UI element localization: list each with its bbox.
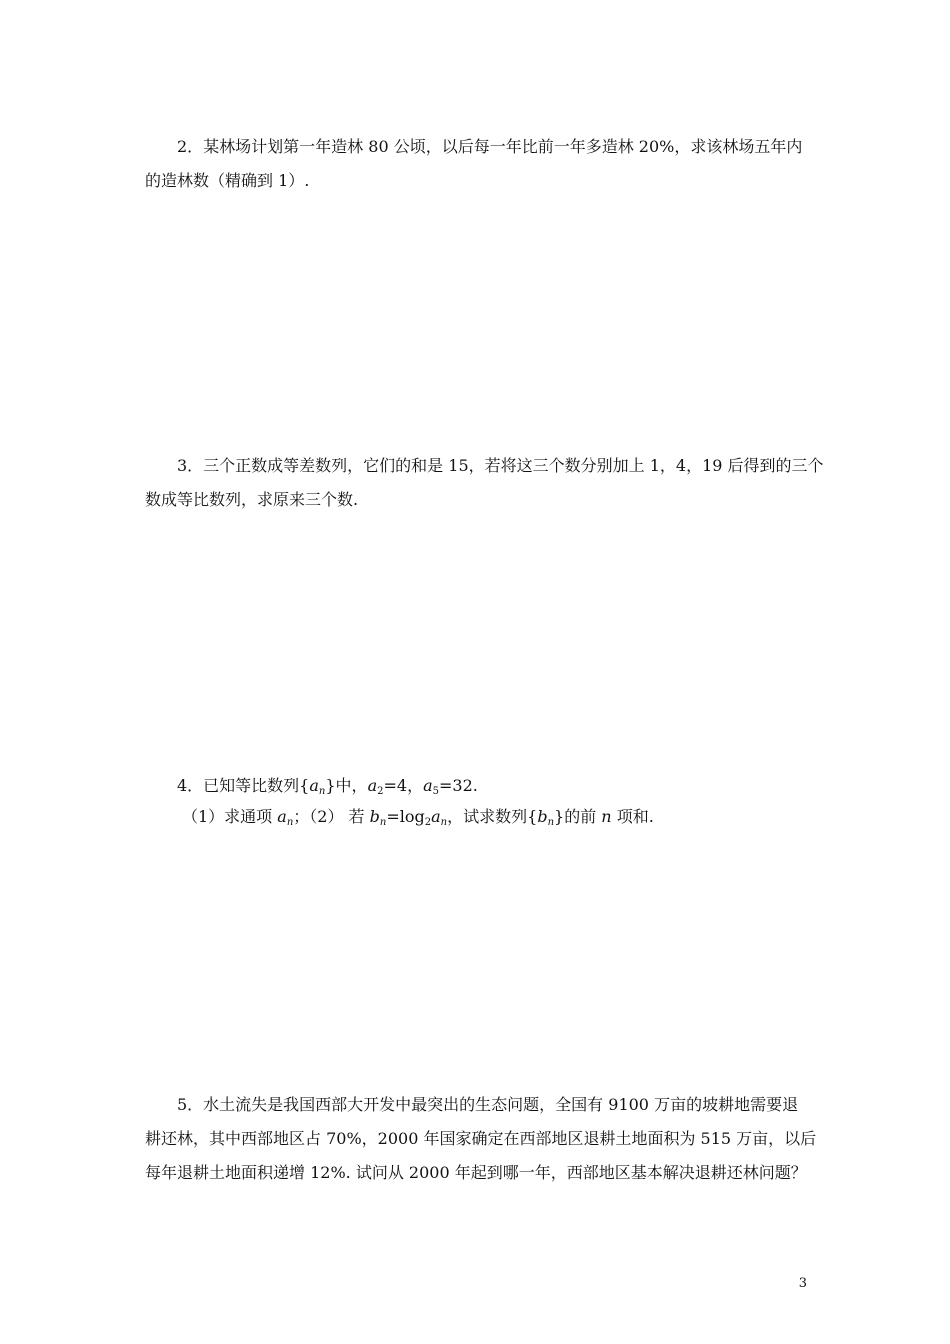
problem-3-line-1: 3．三个正数成等差数列，它们的和是 15，若将这三个数分别加上 1，4，19 后得到的三个 — [177, 456, 824, 475]
sub-n: n — [286, 817, 294, 828]
p4-prefix: 4．已知等比数列{ — [177, 776, 310, 795]
problem-4-line-2 — [145, 801, 810, 832]
sub-2: 2 — [377, 786, 384, 797]
problem-2 — [145, 130, 810, 198]
problem-2-line-1: 2．某林场计划第一年造林 80 公顷，以后每一年比前一年多造林 20%，求该林场五年内 — [177, 137, 803, 156]
p4-line2-end: 项和. — [611, 807, 654, 826]
sub-5: 5 — [432, 786, 439, 797]
var-a: a — [423, 776, 433, 795]
problem-3 — [145, 449, 824, 517]
problem-2-line-2: 的造林数（精确到 1）. — [145, 171, 310, 190]
p4-line2-prefix: （1）求通项 — [182, 807, 278, 826]
sub-n: n — [440, 817, 448, 828]
a5-value: =32. — [439, 776, 478, 795]
log-base: 2 — [424, 817, 432, 828]
problem-4-line-1 — [145, 770, 810, 801]
sub-n: n — [547, 817, 555, 828]
page-number: 3 — [798, 1276, 807, 1291]
problem-5-line-2: 耕还林，其中西部地区占 70%，2000 年国家确定在西部地区退耕土地面积为 515 万亩，以后 — [145, 1129, 817, 1148]
var-a: a — [431, 807, 441, 826]
a2-value: =4， — [383, 776, 424, 795]
problem-4 — [145, 770, 810, 832]
sub-n: n — [318, 786, 326, 797]
problem-5 — [145, 1088, 817, 1190]
p4-line2-ask: ，试求数列{ — [447, 807, 538, 826]
var-b: b — [537, 807, 548, 826]
problem-5-line-1: 5．水土流失是我国西部大开发中最突出的生态问题，全国有 9100 万亩的坡耕地需要退 — [177, 1095, 799, 1114]
sub-n: n — [379, 817, 387, 828]
problem-3-line-2: 数成等比数列，求原来三个数. — [145, 490, 359, 509]
var-a: a — [277, 807, 287, 826]
p4-line2-close: }的前 — [554, 807, 602, 826]
problem-5-line-3: 每年退耕土地面积递增 12%. 试问从 2000 年起到哪一年，西部地区基本解决退耕还林问题？ — [145, 1163, 807, 1182]
var-b: b — [369, 807, 380, 826]
var-n: n — [601, 807, 612, 826]
p4-mid: }中， — [325, 776, 368, 795]
var-a: a — [309, 776, 319, 795]
p4-line2-sep: ；（2） 若 — [293, 807, 370, 826]
var-a: a — [367, 776, 378, 795]
eq-log: =log — [386, 807, 425, 826]
